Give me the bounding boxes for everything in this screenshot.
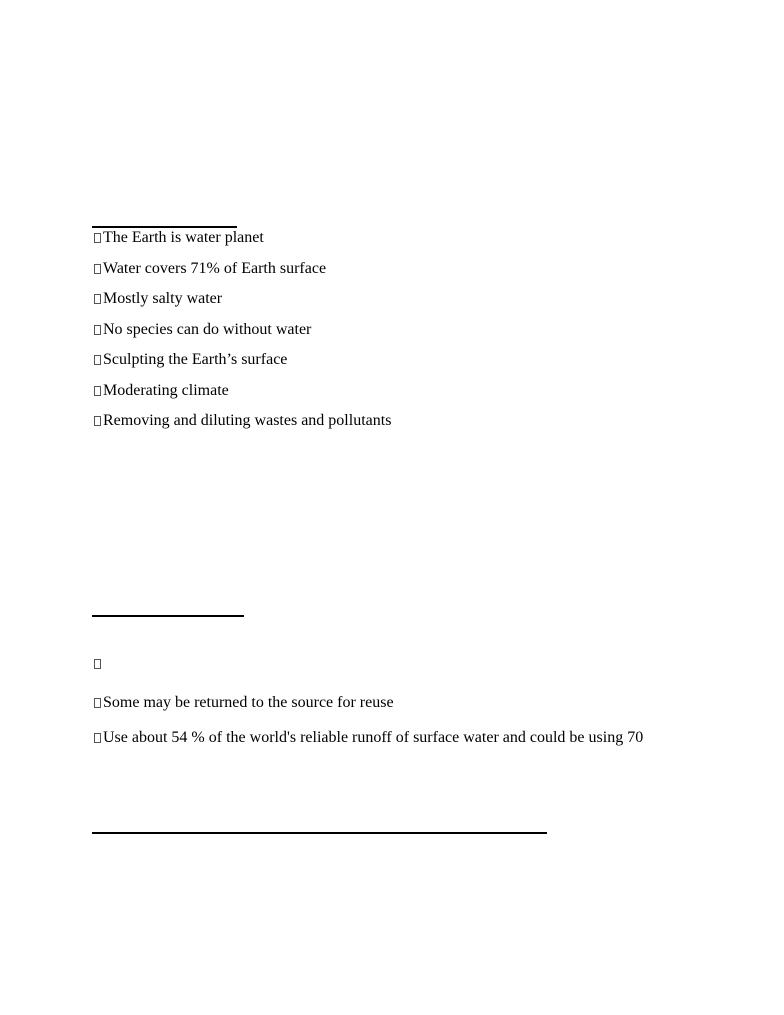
bullet-item: [94, 694, 394, 712]
bullet-text: Some may be returned to the source for reuse: [103, 694, 394, 711]
bullet-item: [94, 321, 311, 339]
bullet-item: [94, 290, 222, 308]
bullet-item: [94, 229, 264, 247]
missing-glyph-bullet-icon: [94, 325, 101, 335]
missing-glyph-bullet-icon: [94, 294, 101, 304]
missing-glyph-bullet-icon: [94, 386, 101, 396]
bullet-text: Mostly salty water: [103, 290, 223, 307]
bullet-item: [94, 659, 103, 669]
missing-glyph-bullet-icon: [94, 733, 101, 743]
section-1-heading-rule: [92, 226, 237, 228]
section-2-heading-rule: [92, 615, 244, 617]
missing-glyph-bullet-icon: [94, 416, 101, 426]
missing-glyph-bullet-icon: [94, 659, 101, 669]
bullet-text: The Earth is water planet: [103, 229, 264, 246]
bullet-text: Use about 54 % of the world's reliable runoff of surface water and could be using 70: [103, 729, 644, 746]
bullet-text: Sculpting the Earth’s surface: [103, 351, 288, 368]
bullet-item: [94, 260, 326, 278]
section-3-heading-rule: [92, 832, 547, 834]
bullet-item: [94, 412, 391, 430]
bullet-item: [94, 382, 229, 400]
bullet-item: [94, 351, 287, 369]
bullet-text: Removing and diluting wastes and pollutants: [103, 412, 392, 429]
bullet-text: No species can do without water: [103, 321, 312, 338]
missing-glyph-bullet-icon: [94, 264, 101, 274]
bullet-text: Water covers 71% of Earth surface: [103, 260, 327, 277]
bullet-item: [94, 729, 643, 747]
missing-glyph-bullet-icon: [94, 698, 101, 708]
missing-glyph-bullet-icon: [94, 355, 101, 365]
bullet-text: Moderating climate: [103, 382, 229, 399]
missing-glyph-bullet-icon: [94, 233, 101, 243]
